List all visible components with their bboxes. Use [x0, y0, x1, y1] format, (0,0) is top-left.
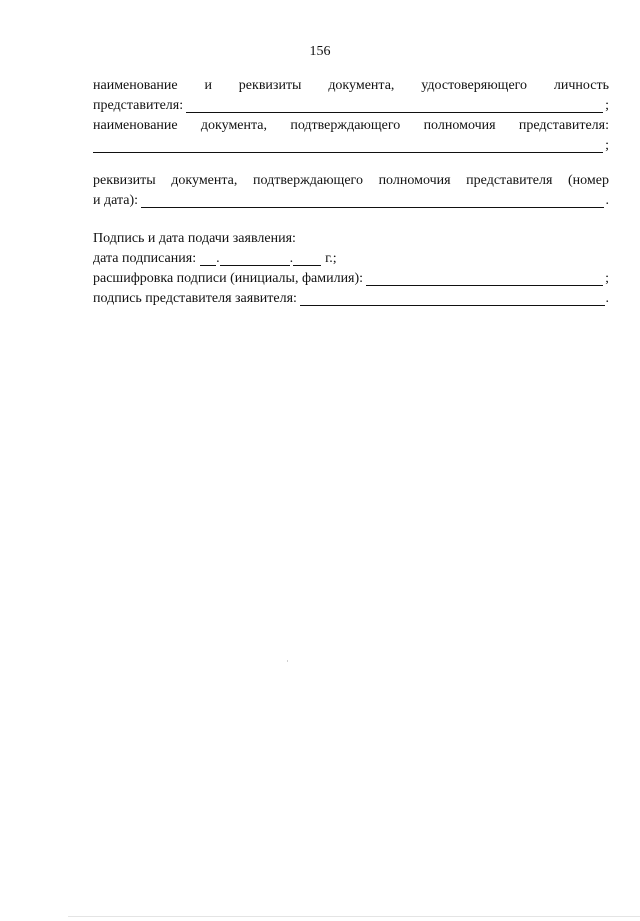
authority-doc-name-line — [93, 116, 609, 136]
page-number: 156 — [309, 44, 331, 59]
line-end-punct: . — [605, 291, 609, 306]
word: и — [204, 78, 212, 93]
signature-heading: Подпись и дата подачи заявления: — [93, 231, 296, 246]
year-suffix: г.; — [325, 251, 337, 266]
word: представителя — [466, 173, 553, 188]
word: документа, — [171, 173, 238, 188]
signature-decode-label: расшифровка подписи (инициалы, фамилия): — [93, 271, 364, 286]
signature-section-heading — [93, 229, 609, 249]
word: наименование — [93, 118, 178, 133]
line-end-punct: ; — [605, 271, 609, 286]
signing-month-field[interactable] — [220, 250, 290, 266]
word: документа, — [328, 78, 395, 93]
signing-date-line — [93, 249, 609, 269]
signature-decode-field[interactable] — [366, 270, 603, 286]
scan-speck — [287, 660, 288, 662]
authority-doc-number-date-field[interactable] — [141, 192, 603, 208]
representative-signature-label: подпись представителя заявителя: — [93, 291, 297, 306]
word: подтверждающего — [290, 118, 401, 133]
word: полномочия — [378, 173, 451, 188]
representative-signature-field[interactable] — [300, 290, 605, 306]
signing-day-field[interactable] — [200, 250, 216, 266]
line-end-punct: . — [605, 193, 609, 208]
authority-doc-details-line — [93, 171, 609, 191]
representative-label: представителя: — [93, 98, 184, 113]
date-separator: . — [216, 251, 220, 266]
date-separator: . — [289, 251, 294, 266]
scan-edge-line — [68, 916, 640, 917]
line-end-punct: ; — [605, 98, 609, 113]
form-content — [93, 76, 609, 309]
word: подтверждающего — [253, 173, 363, 188]
word: личность — [553, 78, 609, 93]
word: реквизиты — [93, 173, 156, 188]
word: реквизиты — [238, 78, 302, 93]
representative-id-doc-line-1 — [93, 76, 609, 96]
word: удостоверяющего — [421, 78, 528, 93]
word: полномочия — [423, 118, 496, 133]
authority-doc-number-date-line — [93, 191, 609, 211]
word: представителя: — [518, 118, 609, 133]
representative-id-doc-field[interactable] — [186, 97, 603, 113]
authority-doc-name-field-line — [93, 136, 609, 156]
authority-doc-name-field[interactable] — [93, 137, 603, 153]
line-end-punct: ; — [605, 138, 609, 153]
representative-signature-line — [93, 289, 609, 309]
signing-year-field[interactable] — [293, 250, 321, 266]
word: наименование — [93, 78, 178, 93]
word: документа, — [200, 118, 268, 133]
signature-decode-line — [93, 269, 609, 289]
representative-id-doc-line-2 — [93, 96, 609, 116]
signing-date-label: дата подписания: — [93, 251, 197, 266]
number-date-label: и дата): — [93, 193, 139, 208]
word: (номер — [568, 173, 609, 188]
